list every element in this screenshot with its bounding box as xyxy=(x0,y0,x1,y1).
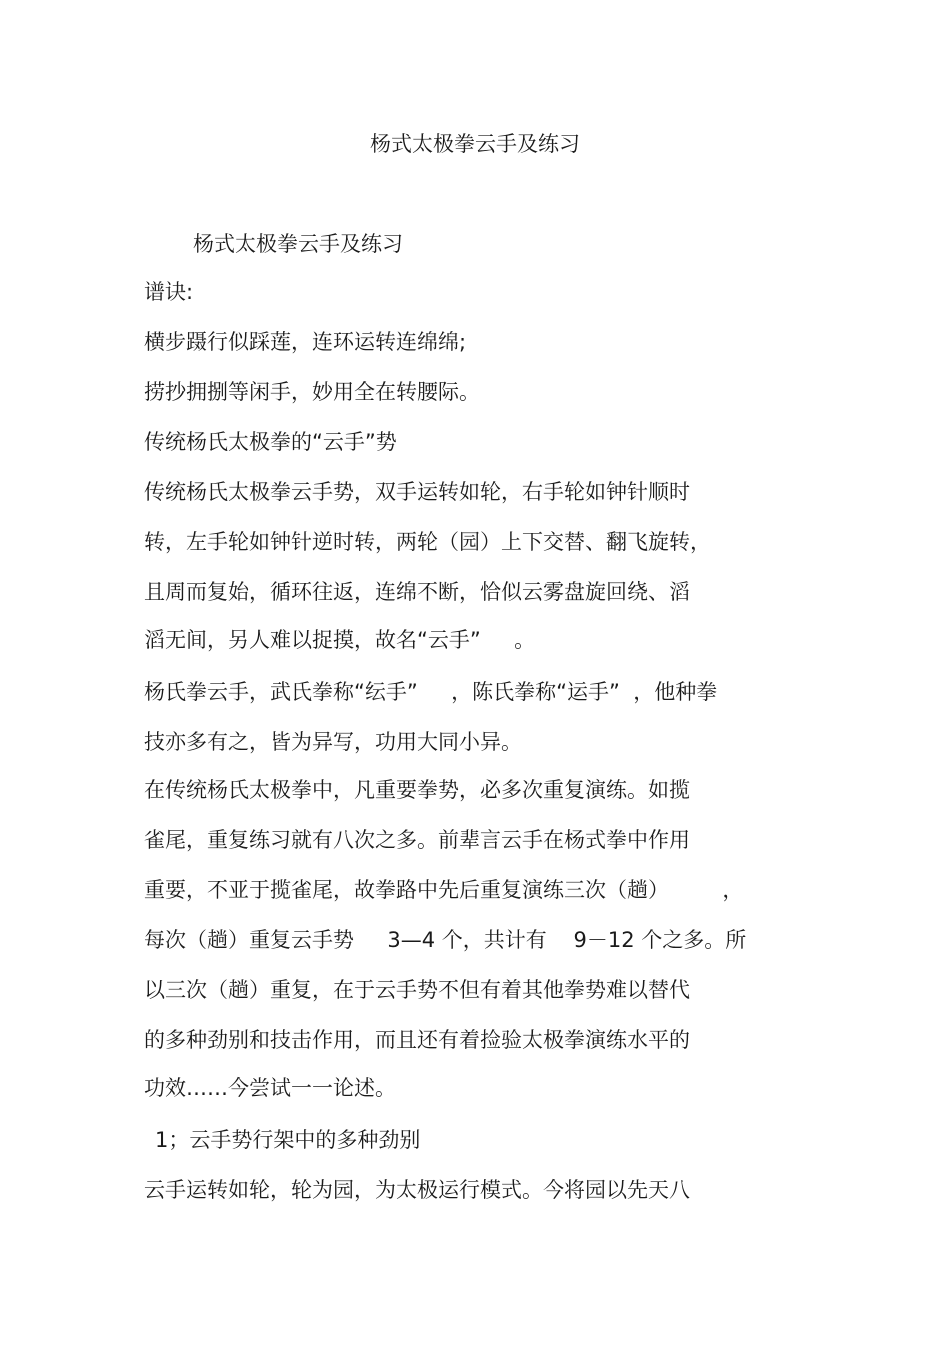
section-heading: 杨式太极拳云手及练习 xyxy=(193,232,403,256)
text-line: 传统杨氏太极拳的“云手”势 xyxy=(144,430,397,454)
text-line: 杨氏拳云手，武氏拳称“纭手” ，陈氏拳称“运手” ，他种拳 xyxy=(144,680,718,704)
text-line: 且周而复始，循环往返，连绵不断，恰似云雾盘旋回绕、滔 xyxy=(144,580,690,604)
text-line: 云手运转如轮，轮为园，为太极运行模式。今将园以先天八 xyxy=(144,1178,690,1202)
text-line: 转，左手轮如钟针逆时转，两轮（园）上下交替、翻飞旋转， xyxy=(144,530,711,554)
section-heading: 1；云手势行架中的多种劲别 xyxy=(155,1128,421,1152)
text-line: 每次（趟）重复云手势 3—4 个，共计有 9－12 个之多。所 xyxy=(144,928,747,952)
text-line: 功效……今尝试一一论述。 xyxy=(144,1076,396,1100)
text-line: 滔无间，另人难以捉摸，故名“云手” 。 xyxy=(144,628,536,652)
text-line: 以三次（趟）重复，在于云手势不但有着其他拳势难以替代 xyxy=(144,978,690,1002)
text-line: 重要，不亚于揽雀尾，故拳路中先后重复演练三次（趟） ， xyxy=(144,878,744,902)
text-line: 的多种劲别和技击作用，而且还有着捡验太极拳演练水平的 xyxy=(144,1028,690,1052)
text-line: 传统杨氏太极拳云手势，双手运转如轮，右手轮如钟针顺时 xyxy=(144,480,690,504)
text-line: 谱诀: xyxy=(144,280,194,304)
text-line: 雀尾，重复练习就有八次之多。前辈言云手在杨式拳中作用 xyxy=(144,828,690,852)
page-title: 杨式太极拳云手及练习 xyxy=(370,132,580,156)
text-line: 在传统杨氏太极拳中，凡重要拳势，必多次重复演练。如揽 xyxy=(144,778,690,802)
text-line: 捞抄拥捌等闲手，妙用全在转腰际。 xyxy=(144,380,480,404)
text-line: 横步蹑行似踩莲，连环运转连绵绵; xyxy=(144,330,467,354)
text-line: 技亦多有之，皆为异写，功用大同小异。 xyxy=(144,730,522,754)
